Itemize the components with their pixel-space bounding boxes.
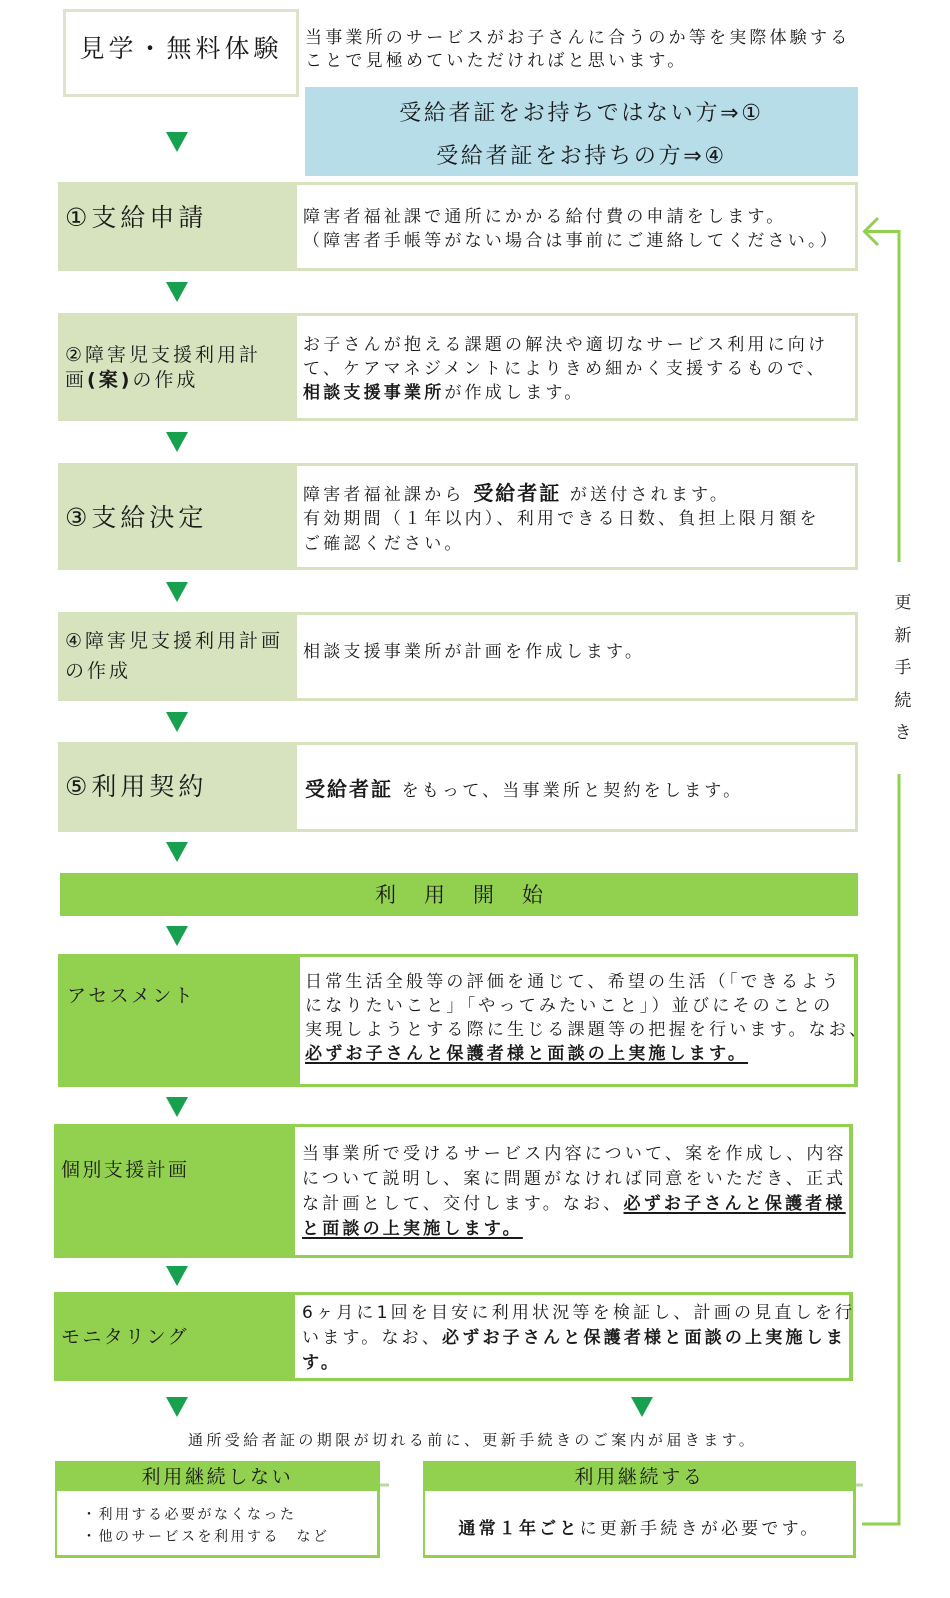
loop-line-bottom — [862, 774, 899, 1524]
step-title-text: ②障害児支援利用計 — [65, 344, 262, 366]
description-text: になりたいこと」「やってみたいこと」）並びにそのことの — [305, 996, 834, 1016]
step-title-text: 画 — [65, 369, 88, 391]
description-text: て、ケアマネジメントによりきめ細かく支援するもので、 — [303, 359, 828, 379]
description-emphasis: 相談支援事業所 — [303, 383, 445, 403]
trial-visit-description-line: 当事業所のサービスがお子さんに合うのか等を実際体験する — [305, 28, 851, 48]
trial-visit-title: 見学・無料体験 — [79, 34, 283, 63]
description-emphasis: 必ずお子さんと保護者様 — [623, 1194, 846, 1214]
description-emphasis: 必ずお子さんと保護者様と面談の上実施しま — [442, 1328, 847, 1348]
step-title-text: ①支給申請 — [65, 203, 208, 232]
description-text: が送付されます。 — [561, 485, 731, 505]
outcome-reason-item: ・利用する必要がなくなった — [82, 1507, 297, 1523]
outcome-emphasis: 通常１年ごと — [458, 1519, 580, 1539]
step-title-emphasis: (案) — [87, 369, 133, 391]
description-emphasis: 受給者証 — [473, 481, 562, 505]
description-emphasis: 必ずお子さんと保護者様と面談の上実施します。 — [305, 1044, 749, 1064]
description-text: をもって、当事業所と契約をします。 — [393, 781, 744, 801]
outcome-text: に更新手続きが必要です。 — [579, 1519, 821, 1539]
description-text: 相談支援事業所が計画を作成します。 — [303, 642, 646, 662]
step-title-text: ⑤利用契約 — [65, 772, 208, 801]
description-emphasis: 受給者証 — [305, 777, 393, 801]
description-text: 実現しようとする際に生じる課題等の把握を行います。なお、 — [305, 1020, 870, 1040]
routing-no-certificate: 受給者証をお持ちではない方⇒① — [399, 101, 764, 126]
renewal-notice: 通所受給者証の期限が切れる前に、更新手続きのご案内が届きます。 — [188, 1431, 758, 1449]
description-text: 当事業所で受けるサービス内容について、案を作成し、内容 — [302, 1144, 847, 1164]
outcome-header-text: 利用継続する — [574, 1466, 705, 1488]
description-emphasis: す。 — [302, 1353, 342, 1373]
description-text: 日常生活全般等の評価を通じて、希望の生活（「できるよう — [305, 972, 842, 992]
description-text: について説明し、案に問題がなければ同意をいただき、正式 — [302, 1169, 847, 1189]
description-text: 有効期間（１年以内）、利用できる日数、負担上限月額を — [303, 509, 820, 529]
step-title-text: の作成 — [132, 369, 199, 391]
routing-has-certificate: 受給者証をお持ちの方⇒④ — [436, 144, 727, 169]
description-text: な計画として、交付します。なお、 — [302, 1194, 624, 1214]
step-title: モニタリング — [61, 1326, 190, 1348]
step-title: 個別支援計画 — [61, 1159, 190, 1181]
description-text: 障害者福祉課から — [303, 485, 474, 505]
description-text: ご確認ください。 — [303, 534, 465, 554]
loop-line-top — [865, 232, 899, 563]
outcome-reason-item: ・他のサービスを利用する など — [82, 1529, 330, 1545]
description-text: （障害者手帳等がない場合は事前にご連絡してください。） — [303, 231, 840, 251]
outcome-header-text: 利用継続しない — [141, 1466, 294, 1488]
description-text: お子さんが抱える課題の解決や適切なサービス利用に向け — [303, 335, 829, 355]
description-emphasis: と面談の上実施します。 — [302, 1219, 523, 1239]
description-text: 6ヶ月に1回を目安に利用状況等を検証し、計画の見直しを行 — [302, 1303, 856, 1323]
step-title: アセスメント — [67, 985, 196, 1007]
description-text: が作成します。 — [444, 383, 585, 403]
description-text: います。なお、 — [302, 1328, 443, 1348]
step-title-text: の作成 — [65, 660, 132, 682]
renewal-procedure-label: 更新手続き — [894, 593, 912, 743]
step-title-text: ③支給決定 — [65, 503, 208, 532]
trial-visit-description-line: ことで見極めていただければと思います。 — [305, 51, 688, 71]
usage-start-text: 利用開始 — [375, 883, 571, 907]
step-title-text: ④障害児支援利用計画 — [65, 630, 284, 652]
description-text: 障害者福祉課で通所にかかる給付費の申請をします。 — [303, 207, 787, 227]
